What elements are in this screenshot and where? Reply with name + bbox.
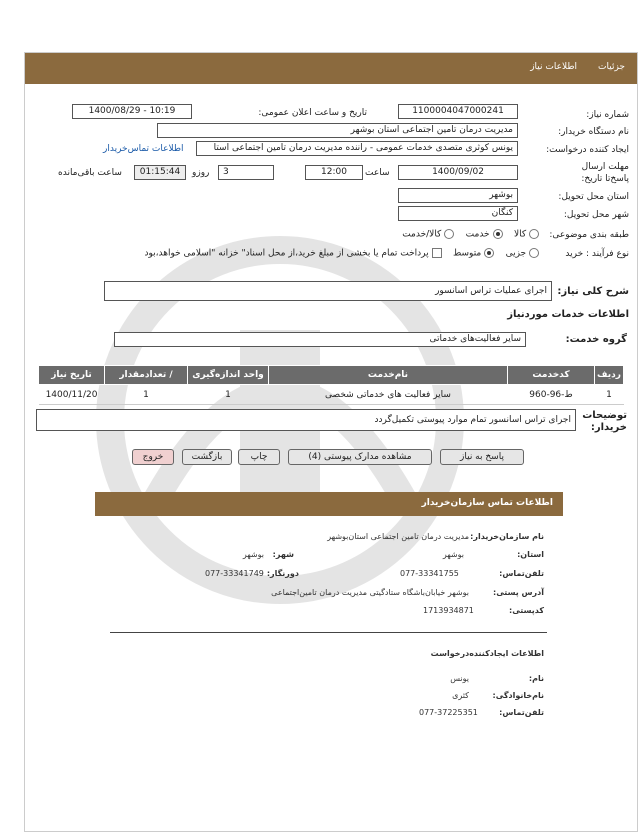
process-label: نوع فرآیند : خرید [565,249,629,259]
col-date: تاریخ نیاز [39,366,105,385]
col-unit: واحد اندازه‌گیری [188,366,269,385]
need-number-field: 1100004047000241 [398,104,518,119]
need-number-label: شماره نیاز: [586,110,629,120]
creator-section-title: اطلاعات ایجادکننده‌درخواست [430,649,544,658]
contact-org-value: مدیریت درمان تامین اجتماعی استان‌بوشهر [327,532,469,541]
services-table [38,365,624,405]
process-partial-radio[interactable] [529,248,539,258]
city-label: شهر محل تحویل: [563,210,629,220]
contact-city-label: شهر: [272,550,294,559]
process-medium-radio[interactable] [484,248,494,258]
deadline-time-field: 12:00 [305,165,363,180]
contact-fax-value: 077-33341749 [205,569,264,578]
announce-date-label: تاریخ و ساعت اعلان عمومی: [258,108,367,118]
tab-details[interactable]: جزئیات [598,62,625,72]
contact-fax-label: دورنگار: [266,569,299,578]
tab-need-info[interactable]: اطلاعات نیاز [530,62,577,72]
remaining-time-label: ساعت باقی‌مانده [58,168,122,178]
contact-city-value: بوشهر [242,550,264,559]
contact-address-label: آدرس پستی: [493,588,544,597]
header-bar [25,53,637,84]
category-goods-label: کالا [513,229,527,240]
table-row: 1 ط-96-960 سایر فعالیت های خدماتی شخصی 1 1 1400/11/20 [39,385,624,405]
col-qty: / تعداد‌مقدار [105,366,188,385]
category-goods-service-label: کالا/خدمت [402,229,442,240]
contact-phone-label: تلفن‌تماس: [499,569,544,578]
attachments-button[interactable]: مشاهده مدارک پیوستی (4) [288,449,432,465]
services-section-title: اطلاعات خدمات مورد‌نیاز [507,309,629,320]
deadline-label: مهلت ارسال پاسخ‌تا تاریخ: [581,162,629,184]
creator-name-label: نام: [528,674,544,683]
treasury-payment-label: پرداخت تمام یا بخشی از مبلغ خرید،از محل اسناد" خزانه "اسلامی خواهد،بود [144,248,429,259]
remaining-time-field: 01:15:44 [134,165,186,180]
category-service-radio[interactable] [493,229,503,239]
contact-title: اطلاعات تماس سازمان‌خریدار [421,498,553,508]
contact-phone-value: 077-33341755 [400,569,459,578]
category-goods-radio[interactable] [529,229,539,239]
buyer-desc-field: اجرای تراس اسانسور تمام موارد پیوستی تکمیل‌گردد [36,409,576,431]
col-code: کدخدمت [508,366,595,385]
summary-label: شرح کلی نیاز: [557,286,629,297]
table-header-row [39,366,624,385]
summary-field: اجرای عملیات تراس اسانسور [104,281,552,301]
province-field: بوشهر [398,188,518,203]
contact-postal-label: کدپستی: [509,606,544,615]
creator-phone-label: تلفن‌تماس: [499,708,544,717]
contact-title-bar [95,492,563,516]
print-button[interactable]: چاپ [238,449,280,465]
category-service-label: خدمت [465,229,490,240]
buyer-org-label: نام دستگاه خریدار: [558,127,629,137]
city-field: کنگان [398,206,518,221]
contact-divider [110,632,547,633]
process-options [144,248,539,259]
days-field: 3 [218,165,274,180]
service-group-field: سایر فعالیت‌های خدماتی [114,332,526,347]
reply-button[interactable]: پاسخ به نیاز [440,449,524,465]
province-label: استان محل تحویل: [558,192,629,202]
contact-org-label: نام سازمان‌خریدار: [470,532,544,541]
buyer-contact-link[interactable]: اطلاعات تماس‌خریدار [103,144,184,154]
creator-family-label: نام‌خانوادگی: [492,691,544,700]
days-label: روزو [192,168,210,178]
creator-name-value: یونس [450,674,469,683]
creator-field: یونس کوثری متصدی خدمات عمومی - راننده مدیریت درمان تامین اجتماعی استا [196,141,518,156]
exit-button[interactable]: خروج [132,449,174,465]
deadline-date-field: 1400/09/02 [398,165,518,180]
contact-province-value: بوشهر [442,550,464,559]
category-options [402,229,539,240]
contact-address-value: بوشهر خیابان‌باشگاه ستادگیتی مدیریت درمان تامین‌اجتماعی [271,588,469,597]
creator-phone-value: 077-37225351 [419,708,478,717]
category-goods-service-radio[interactable] [444,229,454,239]
col-row: ردیف [595,366,624,385]
back-button[interactable]: بازگشت [182,449,232,465]
time-label: ساعت [365,168,390,178]
contact-province-label: استان: [517,550,544,559]
creator-label: ایجاد کننده درخواست: [546,145,629,155]
process-partial-label: جزیی [505,248,527,259]
treasury-payment-checkbox[interactable] [432,248,442,258]
buyer-org-field: مدیریت درمان تامین اجتماعی استان بوشهر [157,123,518,138]
service-group-label: گروه خدمت: [565,334,627,345]
process-medium-label: متوسط [452,248,482,259]
creator-family-value: کثری [452,691,469,700]
buyer-desc-label: توضیحات خریدار: [582,410,627,433]
contact-postal-value: 1713934871 [423,606,474,615]
col-name: نام‌خدمت [269,366,508,385]
category-label: طبقه بندی موضوعی: [549,230,629,240]
announce-date-field: 1400/08/29 - 10:19 [72,104,192,119]
